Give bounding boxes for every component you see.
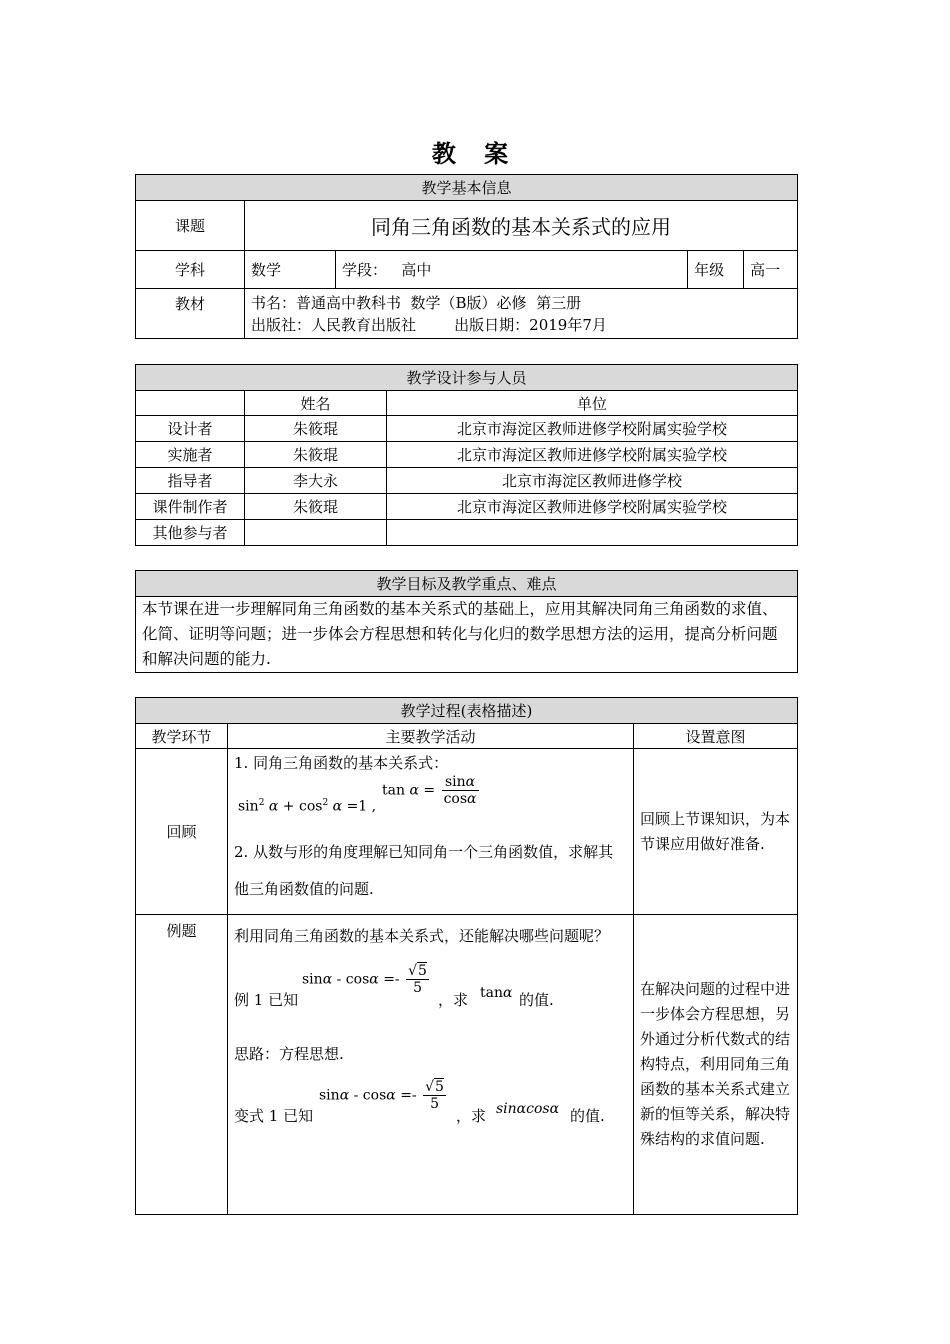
formula-tangent: tan α = $\frac{\sin\alpha}{\cos\alpha}$ xyxy=(382,774,477,807)
col-name-header: 姓名 xyxy=(245,391,387,416)
review-intent: 回顾上节课知识，为本节课应用做好准备. xyxy=(634,749,798,915)
example-intro: 利用同角三角函数的基本关系式，还能解决哪些问题呢？ xyxy=(234,927,610,945)
example-idea: 思路：方程思想. xyxy=(234,1045,344,1063)
example-1-condition: sinα - cosα =- $\frac{√5}{5}$ xyxy=(302,963,427,996)
people-table xyxy=(135,364,798,546)
subject-value: 数学 xyxy=(245,251,336,289)
review-activity xyxy=(228,749,634,915)
people-row xyxy=(136,416,798,442)
role: 其他参与者 xyxy=(136,520,245,546)
person-name xyxy=(245,520,387,546)
person-name: 朱筱琨 xyxy=(245,494,387,520)
role: 实施者 xyxy=(136,442,245,468)
stage-value: 高中 xyxy=(401,261,432,279)
people-header: 教学设计参与人员 xyxy=(136,365,798,391)
topic-label: 课题 xyxy=(136,201,245,251)
process-table xyxy=(135,697,798,1215)
goals-table xyxy=(135,570,798,673)
variant-1: 变式 1 已知 sinα - cosα =- $\frac{√5}{5}$ ，求 sinαcosα 的值. xyxy=(234,1079,605,1125)
stage-label: 学段： xyxy=(342,261,388,279)
review-stage: 回顾 xyxy=(136,749,228,915)
col-activity-header: 主要教学活动 xyxy=(228,724,634,749)
subject-label: 学科 xyxy=(136,251,245,289)
example-activity xyxy=(228,915,634,1215)
basic-info-table xyxy=(135,174,798,339)
example-1: 例 1 已知 sinα - cosα =- $\frac{√5}{5}$ ，求 tanα 的值. xyxy=(234,963,554,1009)
sqrt5-over-5-fraction: $\frac{√5}{5}$ xyxy=(408,963,427,996)
goals-text: 本节课在进一步理解同角三角函数的基本关系式的基础上，应用其解决同角三角函数的求值、化简、证明等问题；进一步体会方程思想和转化与化归的数学思想方法的运用，提高分析问题和解决问题的能力. xyxy=(136,597,798,673)
people-row xyxy=(136,468,798,494)
col-unit-header: 单位 xyxy=(387,391,798,416)
role: 指导者 xyxy=(136,468,245,494)
grade-label: 年级 xyxy=(688,251,744,289)
review-item1: 1. 同角三角函数的基本关系式： xyxy=(234,754,449,772)
example-stage: 例题 xyxy=(136,915,228,1215)
textbook-label: 教材 xyxy=(136,289,245,339)
col-intent-header: 设置意图 xyxy=(634,724,798,749)
example-intent: 在解决问题的过程中进一步体会方程思想，另外通过分析代数式的结构特点，利用同角三角函数的基本关系式建立新的恒等关系，解决特殊结构的求值问题. xyxy=(634,915,798,1215)
goals-header: 教学目标及教学重点、难点 xyxy=(136,571,798,597)
variant-1-condition: sinα - cosα =- $\frac{√5}{5}$ xyxy=(319,1079,444,1112)
formula-pythagorean: $\sin^2 \alpha + \cos^2 \alpha =1$ , xyxy=(238,798,377,815)
stage-cell xyxy=(336,251,688,289)
person-unit: 北京市海淀区教师进修学校 xyxy=(387,468,798,494)
person-unit: 北京市海淀区教师进修学校附属实验学校 xyxy=(387,442,798,468)
textbook-info xyxy=(245,289,798,339)
role: 课件制作者 xyxy=(136,494,245,520)
grade-value: 高一 xyxy=(744,251,798,289)
sqrt5-over-5-fraction: $\frac{√5}{5}$ xyxy=(425,1079,444,1112)
people-corner xyxy=(136,391,245,416)
tan-fraction: $\frac{\sin\alpha}{\cos\alpha}$ xyxy=(443,774,477,807)
topic-value: 同角三角函数的基本关系式的应用 xyxy=(245,201,798,251)
textbook-line2: 出版社：人民教育出版社 出版日期：2019年7月 xyxy=(251,316,607,334)
people-row xyxy=(136,520,798,546)
review-row xyxy=(136,749,798,915)
document-title: 教 案 xyxy=(431,139,519,168)
person-unit xyxy=(387,520,798,546)
people-row xyxy=(136,442,798,468)
example-1-target: tanα xyxy=(480,985,513,1001)
person-name: 朱筱琨 xyxy=(245,442,387,468)
process-header: 教学过程(表格描述) xyxy=(136,698,798,724)
review-item2: 2. 从数与形的角度理解已知同角一个三角函数值，求解其他三角函数值的问题. xyxy=(234,843,614,898)
variant-1-target: sinαcosα xyxy=(496,1101,560,1117)
basic-info-header: 教学基本信息 xyxy=(136,175,798,201)
people-row xyxy=(136,494,798,520)
example-row xyxy=(136,915,798,1215)
person-name: 李大永 xyxy=(245,468,387,494)
person-unit: 北京市海淀区教师进修学校附属实验学校 xyxy=(387,494,798,520)
review-formulas xyxy=(234,774,627,832)
col-stage-header: 教学环节 xyxy=(136,724,228,749)
textbook-line1: 书名：普通高中教科书 数学（B版）必修 第三册 xyxy=(251,294,582,312)
person-name: 朱筱琨 xyxy=(245,416,387,442)
role: 设计者 xyxy=(136,416,245,442)
person-unit: 北京市海淀区教师进修学校附属实验学校 xyxy=(387,416,798,442)
